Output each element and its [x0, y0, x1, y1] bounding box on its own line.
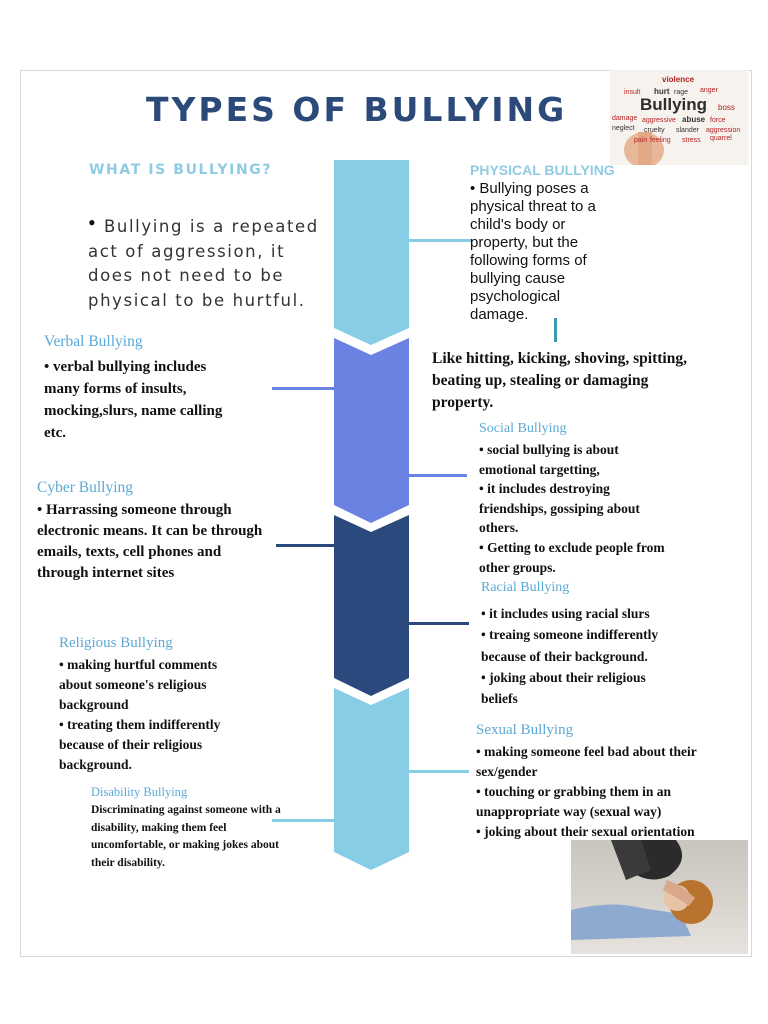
bullying-photo-graphic — [571, 840, 748, 954]
chevron-segment-light-top — [334, 160, 409, 345]
verbal-text: • verbal bullying includes many forms of insults, mocking,slurs, name calling etc. — [44, 359, 223, 441]
sexual-heading: Sexual Bullying — [476, 722, 574, 738]
physical-examples: Like hitting, kicking, shoving, spitting, beating up, stealing or damaging property. — [432, 350, 687, 411]
racial-text: • it includes using racial slurs • treaing someone indifferently because of their background. • joking about their religious beliefs — [481, 606, 659, 707]
word-cloud-word: rage — [674, 89, 689, 96]
word-cloud-word: anger — [700, 87, 718, 94]
word-cloud-word: feeling — [650, 137, 671, 144]
connector-social — [409, 474, 467, 477]
chevron-segment-light-bottom — [334, 688, 409, 870]
word-cloud-word: quarrel — [710, 135, 732, 142]
racial-heading: Racial Bullying — [481, 580, 570, 595]
word-cloud-word: damage — [612, 115, 638, 122]
sexual-text: • making someone feel bad about their sex/gender • touching or grabbing them in an unappropriate way (sexual way) • joking about their sexual orientation — [476, 744, 697, 839]
what-is-text: Bullying is a repeated act of aggression, it does not need to be physical to be hurtful. — [88, 217, 319, 310]
cyber-heading: Cyber Bullying — [37, 479, 134, 496]
religious-text: • making hurtful comments about someone's religious background • treating them indifferently because of their religious background. — [59, 657, 221, 772]
connector-verbal — [272, 387, 334, 390]
physical-heading: PHYSICAL BULLYING — [470, 162, 615, 178]
connector-disability — [272, 819, 334, 822]
word-cloud-word: abuse — [682, 115, 706, 124]
word-cloud-word: slander — [676, 127, 699, 134]
word-cloud-word: cruelty — [644, 127, 665, 134]
word-cloud-word: neglect — [612, 125, 635, 132]
chevron-segment-medium — [334, 338, 409, 523]
page-title: TYPES OF BULLYING — [146, 90, 568, 129]
physical-text: • Bullying poses a physical threat to a child's body or property, but the following forms of bullying cause psychological damage. — [470, 180, 596, 323]
disability-text: Discriminating against someone with a disability, making them feel uncomfortable, or making jokes about their disability. — [91, 804, 281, 869]
connector-sexual — [409, 770, 469, 773]
verbal-heading: Verbal Bullying — [44, 333, 143, 350]
connector-racial — [409, 622, 469, 625]
social-text: • social bullying is about emotional targetting, • it includes destroying friendships, gossiping about others. • Getting to exclude people from other groups. — [479, 442, 665, 575]
cyber-text: • Harrassing someone through electronic means. It can be through emails, texts, cell phones and through internet sites — [37, 502, 263, 581]
word-cloud-word: force — [710, 117, 726, 124]
word-cloud-word: insult — [624, 89, 641, 96]
social-heading: Social Bullying — [479, 421, 567, 436]
word-cloud-word: aggression — [706, 127, 741, 134]
bullying-photo — [571, 840, 748, 954]
disability-heading: Disability Bullying — [91, 785, 188, 799]
word-cloud-word: pain — [634, 137, 648, 144]
word-cloud-word: aggressive — [642, 117, 676, 124]
word-cloud-word: violence — [662, 75, 695, 84]
word-cloud-word: Bullying — [640, 95, 708, 114]
what-is-heading: WHAT IS BULLYING? — [89, 162, 273, 178]
word-cloud-word: boss — [718, 103, 735, 112]
word-cloud-word: stress — [682, 137, 701, 144]
what-is-bullet-icon: • — [88, 210, 96, 235]
word-cloud-word: hurt — [654, 87, 670, 96]
connector-cyber — [276, 544, 334, 547]
chevron-segment-dark — [334, 515, 409, 696]
connector-physical — [409, 239, 471, 242]
religious-heading: Religious Bullying — [59, 635, 173, 651]
